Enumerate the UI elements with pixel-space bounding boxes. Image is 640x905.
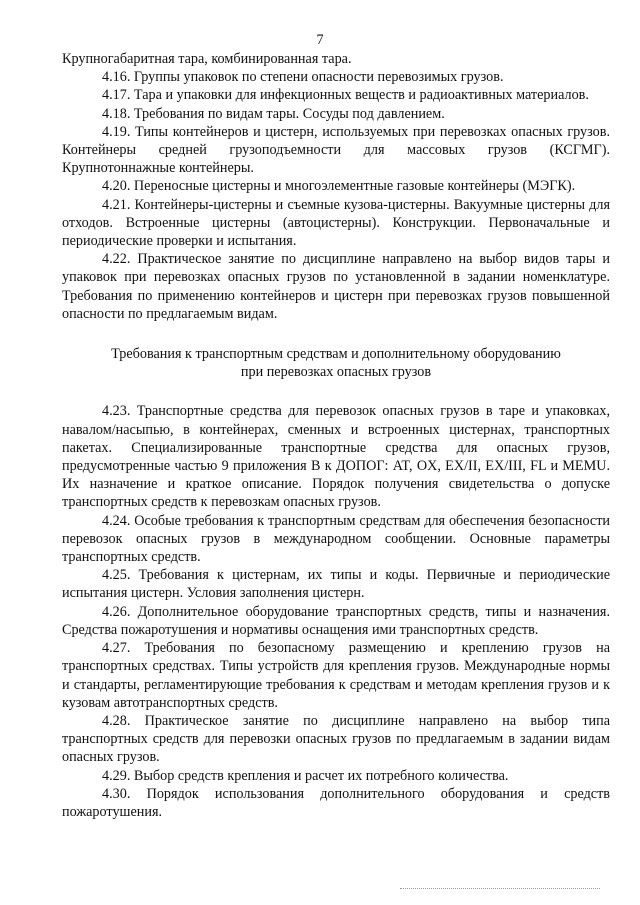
- section-heading-line-2: при перевозках опасных грузов: [240, 364, 432, 381]
- paragraph-4-17: 4.17. Тара и упаковки для инфекционных веществ и радиоактивных материалов.: [102, 87, 589, 104]
- paragraph-4-21: 4.21. Контейнеры-цистерны и съемные кузова-цистерны. Вакуумные цистерны для отходов. Встроенные цистерны (автоцистерны). Конструкции. Первоначальные и периодические проверки и испытания.: [62, 196, 610, 250]
- paragraph-4-18: 4.18. Требования по видам тары. Сосуды под давлением.: [102, 105, 445, 122]
- paragraph-4-30: 4.30. Порядок использования дополнительного оборудования и средств пожаротушения.: [62, 785, 610, 820]
- paragraph-4-19: 4.19. Типы контейнеров и цистерн, используемых при перевозках опасных грузов. Контейнеры средней грузоподъемности для массовых грузов (КСГМГ). Крупнотоннажные контейнеры.: [62, 123, 610, 177]
- paragraph-4-29: 4.29. Выбор средств крепления и расчет их потребного количества.: [102, 767, 509, 784]
- footer-rule: [400, 888, 600, 889]
- paragraph-4-27: 4.27. Требования по безопасному размещению и креплению грузов на транспортных средствах. Типы устройств для крепления грузов. Международные нормы и стандарты, регламентирующие требования к средствам и методам крепления грузов и к кузовам автотранспортных средств.: [62, 640, 610, 711]
- paragraph-4-26: 4.26. Дополнительное оборудование транспортных средств, типы и назначения. Средства пожаротушения и нормативы оснащения ими транспортных средств.: [62, 603, 610, 638]
- paragraph-4-23: 4.23. Транспортные средства для перевозок опасных грузов в таре и упаковках, навалом/насыпью, в контейнерах, сменных и встроенных цистернах, транспортных пакетах. Специализированные транспортные средства для опасных грузов, предусмотренные частью 9 приложения В к ДОПОГ: AT, OX, EX/II, EX/III, FL и MEMU. Их назначение и краткое описание. Порядок получения свидетельства о допуске транспортных средств к перевозкам опасных грузов.: [62, 403, 610, 511]
- section-heading: [62, 345, 610, 381]
- document-body: [62, 50, 610, 821]
- paragraph-4-24: 4.24. Особые требования к транспортным средствам для обеспечения безопасности перевозок опасных грузов в международном сообщении. Основные параметры транспортных средств.: [62, 512, 610, 566]
- page-number: 7: [316, 32, 324, 48]
- section-heading-line-1: Требования к транспортным средствам и дополнительному оборудованию: [111, 346, 561, 363]
- paragraph-4-25: 4.25. Требования к цистернам, их типы и коды. Первичные и периодические испытания цистерн. Условия заполнения цистерн.: [62, 567, 610, 602]
- paragraph-4-16: 4.16. Группы упаковок по степени опасности перевозимых грузов.: [102, 69, 504, 86]
- paragraph: Крупногабаритная тара, комбинированная тара.: [62, 51, 352, 67]
- paragraph-4-20: 4.20. Переносные цистерны и многоэлементные газовые контейнеры (МЭГК).: [102, 178, 576, 195]
- paragraph-4-28: 4.28. Практическое занятие по дисциплине направлено на выбор типа транспортных средств для перевозки опасных грузов по предлагаемым в задании видам опасных грузов.: [62, 712, 610, 766]
- paragraph-4-22: 4.22. Практическое занятие по дисциплине направлено на выбор видов тары и упаковок при перевозках опасных грузов по установленной в задании номенклатуре. Требования по применению контейнеров и цистерн при перевозках грузов повышенной опасности по предлагаемым видам.: [62, 251, 610, 322]
